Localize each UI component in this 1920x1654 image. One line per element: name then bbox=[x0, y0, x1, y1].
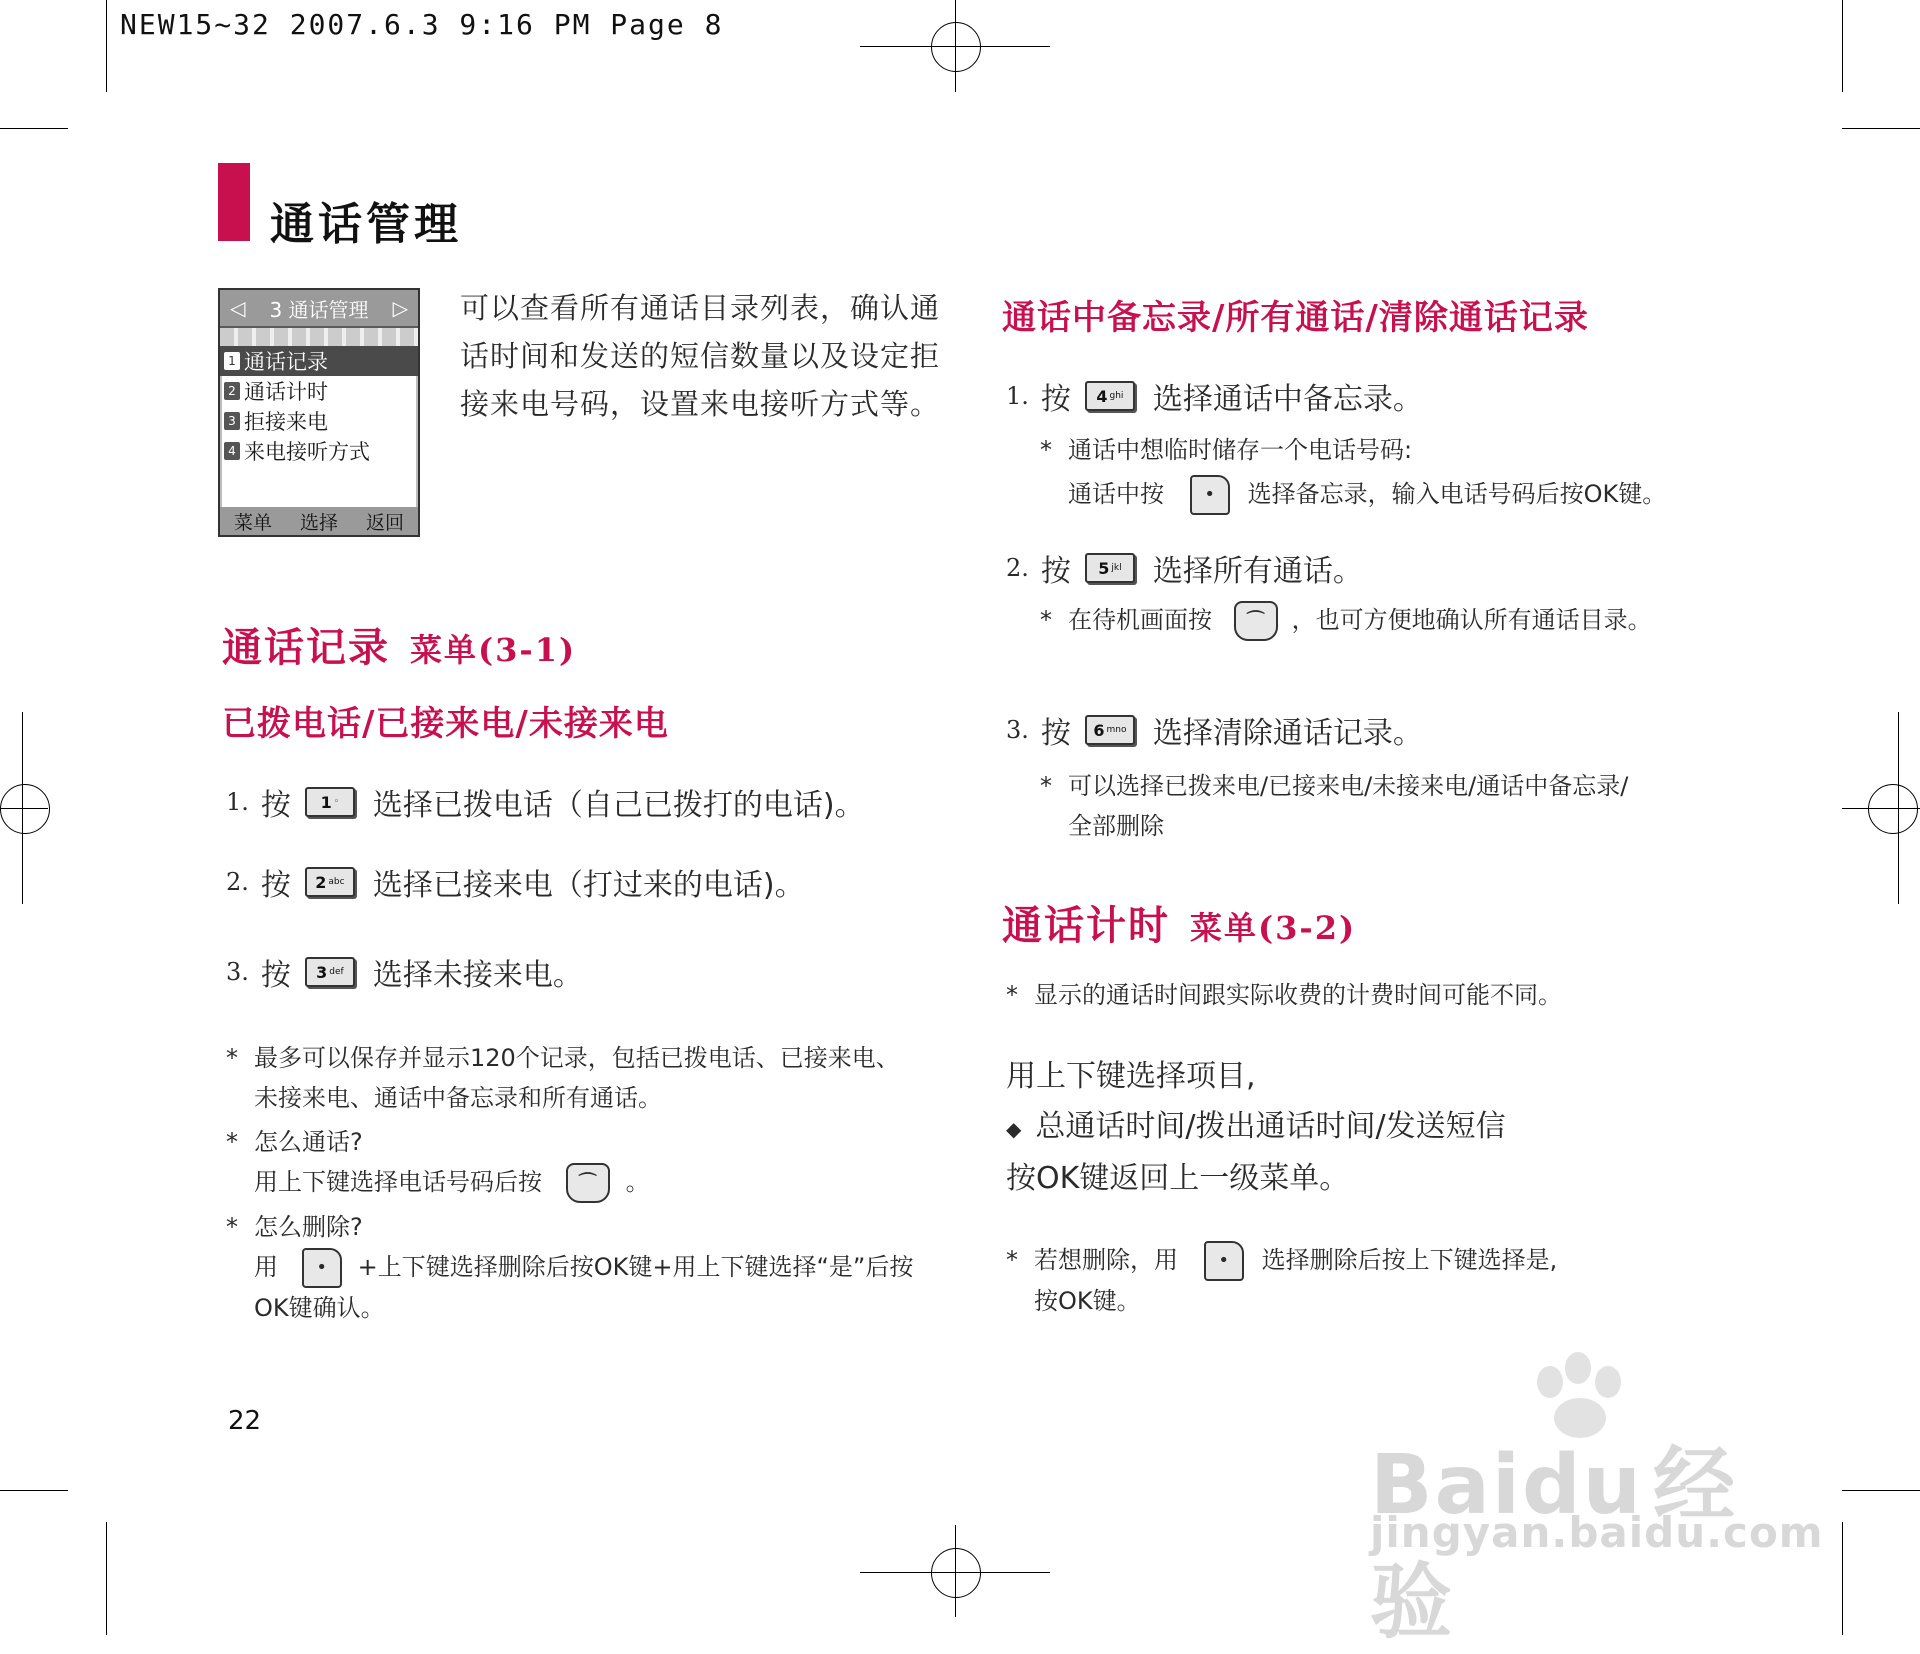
chevron-left-icon: ◁ bbox=[230, 296, 246, 320]
section-title-memo: 通话中备忘录/所有通话/清除通话记录 bbox=[1002, 298, 1589, 338]
step-item: 2. 按 2 abc 选择已接来电（打过来的电话)。 bbox=[226, 868, 805, 903]
phone-screen-header bbox=[220, 290, 418, 328]
section-title-call-log: 通话记录 菜单(3-1) bbox=[222, 625, 577, 671]
page-number: 22 bbox=[228, 1406, 262, 1436]
baidu-jingyan-watermark: Baidu 经验 jingyan.baidu.com bbox=[1370, 1350, 1810, 1560]
section-title-call-timer: 通话计时 菜单(3-2) bbox=[1002, 903, 1357, 949]
intro-paragraph: 可以查看所有通话目录列表，确认通 话时间和发送的短信数量以及设定拒 接来电号码，设置来电接听方式等。 bbox=[460, 291, 941, 421]
crop-mark bbox=[1842, 1522, 1843, 1635]
key-1-icon: 1 ◦ bbox=[305, 787, 355, 817]
diamond-bullet-icon: ◆ bbox=[1006, 1117, 1022, 1141]
note-block: * 在待机画面按 ⌒ ，也可方便地确认所有通话目录。 bbox=[1040, 600, 1652, 641]
softkey-back[interactable]: 返回 bbox=[365, 511, 404, 534]
key-2-icon: 2 abc bbox=[305, 867, 355, 897]
crop-mark bbox=[0, 1490, 68, 1491]
key-3-icon: 3 def bbox=[305, 957, 355, 987]
softkey-menu[interactable]: 菜单 bbox=[233, 511, 272, 534]
note-block: * 可以选择已拨来电/已接来电/未接来电/通话中备忘录/ 全部删除 bbox=[1040, 772, 1629, 840]
print-slug: NEW15~32 2007.6.3 9:16 PM Page 8 bbox=[120, 8, 724, 41]
crop-mark bbox=[1842, 1490, 1920, 1491]
note-block: * 最多可以保存并显示120个记录，包括已拨电话、已接来电、 未接来电、通话中备忘录和所有通话。 * 怎么通话? 用上下键选择电话号码后按 ⌒ 。 * 怎么删除? 用 • +上下键选择删除后按OK键+用上下键选择“是”后按 OK键确认。 bbox=[226, 1044, 914, 1322]
phone-softkey-bar bbox=[220, 507, 418, 535]
crop-mark bbox=[106, 0, 107, 92]
step-item: 1. 按 4 ghi 选择通话中备忘录。 bbox=[1006, 382, 1423, 417]
registration-circle bbox=[931, 22, 981, 72]
crop-mark bbox=[1842, 128, 1920, 129]
phone-screen-title: 3 通话管理 bbox=[269, 297, 369, 322]
phone-screen bbox=[218, 288, 420, 537]
instruction-block: 用上下键选择项目, ◆ 总通话时间/拨出通话时间/发送短信 按OK键返回上一级菜单。 bbox=[1006, 1059, 1506, 1196]
softkey-select[interactable]: 选择 bbox=[299, 511, 338, 534]
step-item: 1. 按 1 ◦ 选择已拨电话（自己已拨打的电话)。 bbox=[226, 788, 865, 823]
phone-menu-item[interactable]: 3 拒接来电 bbox=[220, 406, 418, 436]
note-block: * 通话中想临时储存一个电话号码: 通话中按 • 选择备忘录，输入电话号码后按OK键。 bbox=[1040, 430, 1666, 515]
registration-circle bbox=[0, 784, 50, 834]
page-title: 通话管理 bbox=[270, 199, 462, 250]
softkey-icon: • bbox=[1190, 475, 1230, 515]
crop-mark bbox=[106, 1522, 107, 1635]
call-key-icon: ⌒ bbox=[1234, 601, 1278, 641]
note-line: * 显示的通话时间跟实际收费的计费时间可能不同。 bbox=[1006, 981, 1562, 1009]
crop-mark bbox=[1842, 0, 1843, 92]
step-item: 2. 按 5 jkl 选择所有通话。 bbox=[1006, 554, 1363, 589]
phone-status-strip bbox=[220, 328, 418, 346]
note-block: * 若想删除，用 • 选择删除后按上下键选择是, 按OK键。 bbox=[1006, 1240, 1557, 1321]
key-4-icon: 4 ghi bbox=[1085, 381, 1135, 411]
chevron-right-icon: ▷ bbox=[392, 296, 408, 320]
phone-menu-item[interactable]: 1 通话记录 bbox=[220, 346, 418, 376]
key-6-icon: 6 mno bbox=[1085, 715, 1135, 745]
crop-mark bbox=[0, 128, 68, 129]
softkey-icon: • bbox=[1204, 1241, 1244, 1281]
registration-circle bbox=[931, 1548, 981, 1598]
key-5-icon: 5 jkl bbox=[1085, 553, 1135, 583]
step-item: 3. 按 3 def 选择未接来电。 bbox=[226, 958, 583, 993]
call-key-icon: ⌒ bbox=[566, 1163, 610, 1203]
registration-circle bbox=[1868, 784, 1918, 834]
step-item: 3. 按 6 mno 选择清除通话记录。 bbox=[1006, 716, 1423, 751]
phone-menu-item[interactable]: 2 通话计时 bbox=[220, 376, 418, 406]
section-subtitle: 已拨电话/已接来电/未接来电 bbox=[222, 704, 669, 744]
phone-menu-item[interactable]: 4 来电接听方式 bbox=[220, 436, 418, 466]
title-accent-bar bbox=[218, 163, 250, 241]
softkey-icon: • bbox=[302, 1248, 342, 1288]
